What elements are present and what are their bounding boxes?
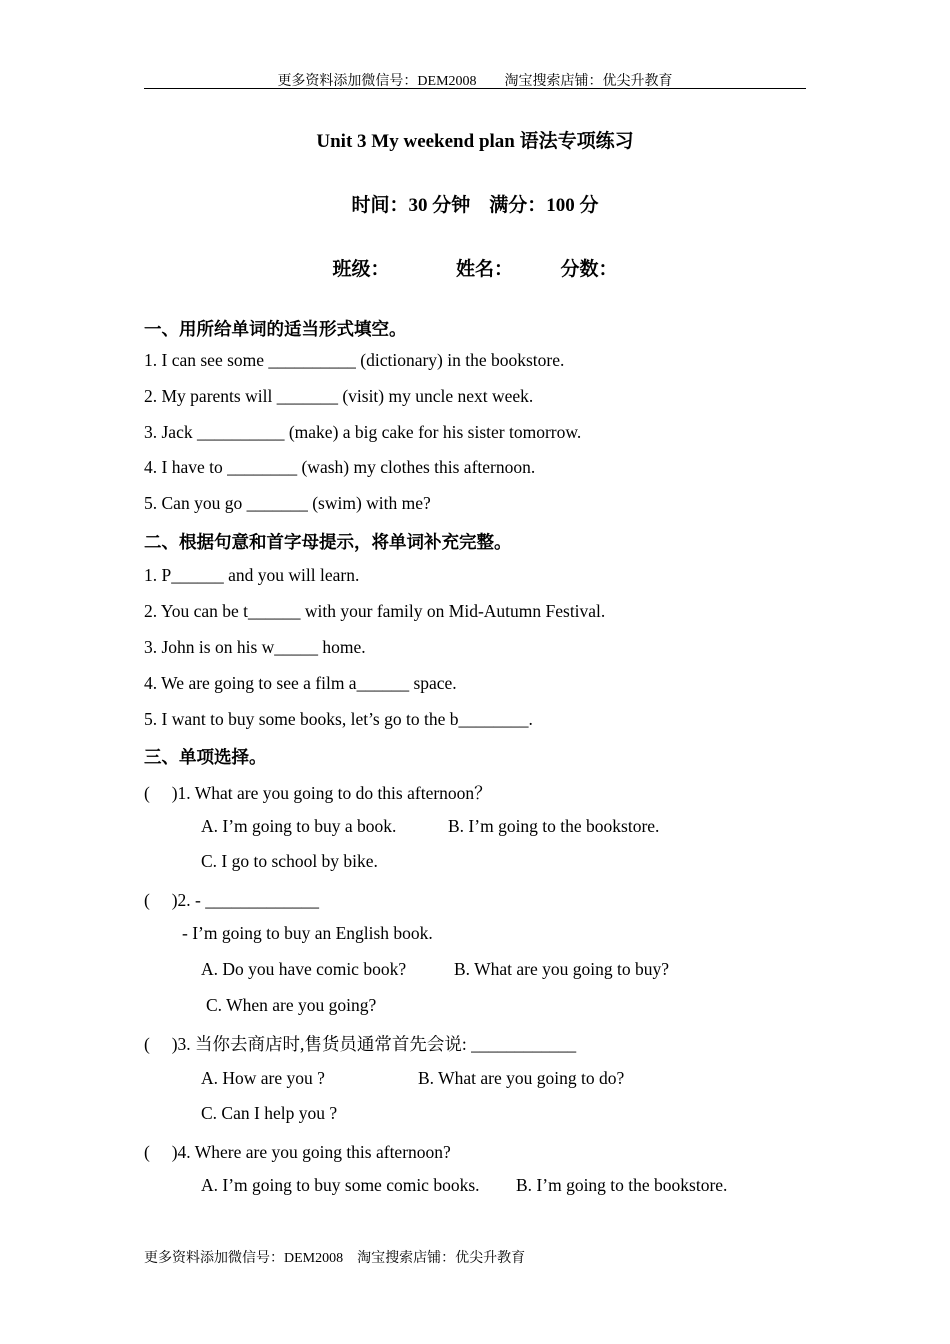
q3-stem: ( )3. 当你去商店时,售货员通常首先会说: ____________ <box>144 1034 577 1054</box>
q2-option-b: B. What are you going to buy? <box>454 959 669 979</box>
q3-option-c: C. Can I help you ? <box>201 1103 338 1123</box>
s1-item-4: 4. I have to ________ (wash) my clothes this afternoon. <box>144 457 536 477</box>
s1-item-5: 5. Can you go _______ (swim) with me? <box>144 493 431 513</box>
q3-option-b: B. What are you going to do? <box>418 1068 625 1088</box>
q3-option-a: A. How are you ? <box>201 1068 325 1088</box>
q4-stem: ( )4. Where are you going this afternoon? <box>144 1142 451 1162</box>
section3-heading: 三、单项选择。 <box>144 747 267 767</box>
q1-option-b: B. I’m going to the bookstore. <box>448 816 660 836</box>
q4-option-a: A. I’m going to buy some comic books. <box>201 1175 480 1195</box>
q1-option-c: C. I go to school by bike. <box>201 851 378 871</box>
s1-item-3: 3. Jack __________ (make) a big cake for his sister tomorrow. <box>144 422 582 442</box>
section1-heading: 一、用所给单词的适当形式填空。 <box>144 319 407 339</box>
q1-stem: ( )1. What are you going to do this afternoon？ <box>144 783 492 803</box>
time-score-line: 时间：30 分钟 满分：100 分 <box>351 195 599 216</box>
s2-item-1: 1. P______ and you will learn. <box>144 565 360 585</box>
s1-item-2: 2. My parents will _______ (visit) my uncle next week. <box>144 386 534 406</box>
section2-heading: 二、根据句意和首字母提示，将单词补充完整。 <box>144 532 512 552</box>
student-info-line: 班级： 姓名： 分数： <box>332 259 618 280</box>
q2-option-a: A. Do you have comic book? <box>201 959 407 979</box>
s1-item-1: 1. I can see some __________ (dictionary) in the bookstore. <box>144 350 565 370</box>
page-footer: 更多资料添加微信号：DEM2008 淘宝搜索店铺：优尖升教育 <box>144 1251 526 1266</box>
q2-option-c: C. When are you going? <box>206 995 377 1015</box>
q2-stem: ( )2. - _____________ <box>144 890 319 910</box>
worksheet-title: Unit 3 My weekend plan 语法专项练习 <box>316 131 634 152</box>
s2-item-5: 5. I want to buy some books, let’s go to the b________. <box>144 709 533 729</box>
q1-option-a: A. I’m going to buy a book. <box>201 816 397 836</box>
s2-item-4: 4. We are going to see a film a______ space. <box>144 673 457 693</box>
header-rule <box>144 88 806 89</box>
page-header: 更多资料添加微信号：DEM2008 淘宝搜索店铺：优尖升教育 <box>277 74 673 89</box>
s2-item-2: 2. You can be t______ with your family on Mid-Autumn Festival. <box>144 601 606 621</box>
q4-option-b: B. I’m going to the bookstore. <box>516 1175 728 1195</box>
q2-answer-line: - I’m going to buy an English book. <box>182 923 433 943</box>
s2-item-3: 3. John is on his w_____ home. <box>144 637 366 657</box>
